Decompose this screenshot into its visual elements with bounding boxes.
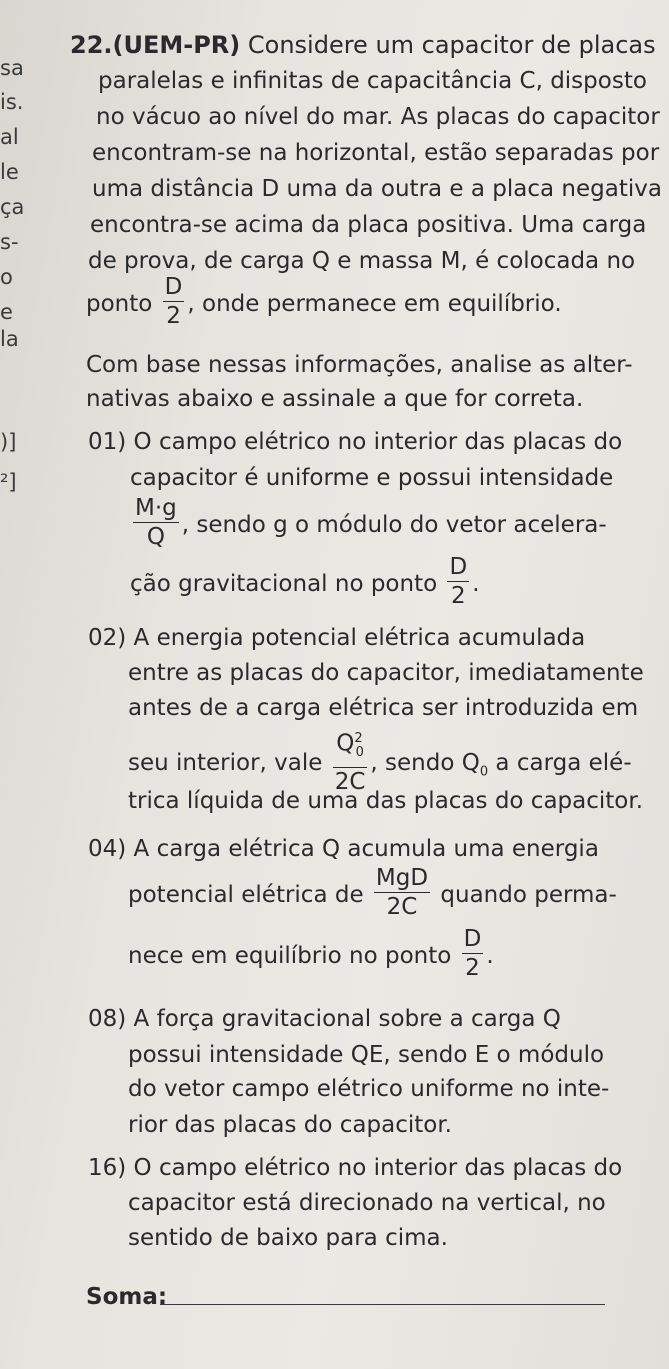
- option-04-line: potencial elétrica de $\frac{\text{MgD}}{2C}$ quando perma-: [128, 865, 617, 920]
- option-02-line: entre as placas do capacitor, imediatamente: [128, 660, 644, 686]
- question-stem-line: encontram-se na horizontal, estão separadas por: [92, 140, 660, 166]
- option-01-line: 01) O campo elétrico no interior das placas do: [88, 429, 623, 455]
- option-16-line: capacitor está direcionado na vertical, no: [128, 1190, 606, 1216]
- question-header: [70, 30, 656, 60]
- option-01-line: capacitor é uniforme e possui intensidade: [130, 465, 614, 491]
- option-16-line: sentido de baixo para cima.: [128, 1225, 448, 1251]
- margin-fragment: )]: [0, 430, 17, 454]
- option-08-line: do vetor campo elétrico uniforme no inte-: [128, 1076, 610, 1102]
- question-stem-line: Considere um capacitor de placas: [240, 31, 656, 59]
- question-number: 22.: [70, 31, 113, 59]
- margin-fragment: is.: [0, 90, 24, 114]
- option-02-line: seu interior, vale $\frac{Q^2_0}{2C}$ , sendo $Q_0$ a carga elé-: [128, 728, 632, 799]
- fraction-q0sq-over-2c: $\frac{Q^2_0}{2C}$: [333, 725, 368, 796]
- question-stem-line: de prova, de carga Q e massa M, é colocada no: [88, 248, 636, 274]
- margin-fragment: s-: [0, 230, 19, 254]
- fraction-mg-over-q: $\frac{M\cdot g}{Q}$: [135, 495, 177, 550]
- margin-fragment: e: [0, 300, 13, 324]
- margin-fragment: la: [0, 327, 19, 351]
- question-stem-line: encontra-se acima da placa positiva. Uma carga: [90, 212, 647, 238]
- option-01-line: ção gravitacional no ponto $\frac{D}{2}$ .: [130, 554, 480, 609]
- margin-fragment: al: [0, 125, 19, 149]
- question-stem-line: paralelas e infinitas de capacitância C, disposto: [98, 68, 647, 94]
- option-02-line: 02) A energia potencial elétrica acumulada: [88, 625, 586, 651]
- question-source: (UEM-PR): [112, 31, 241, 59]
- soma-label: Soma:: [86, 1284, 168, 1310]
- option-04-line: nece em equilíbrio no ponto $\frac{D}{2}$ .: [128, 926, 494, 981]
- option-08-line: rior das placas do capacitor.: [128, 1112, 452, 1138]
- option-08-line: 08) A força gravitacional sobre a carga Q: [88, 1006, 561, 1032]
- margin-fragment: sa: [0, 56, 24, 80]
- fraction-d-over-2: $\frac{D}{2}$: [449, 554, 468, 609]
- option-08-line: possui intensidade QE, sendo E o módulo: [128, 1042, 605, 1068]
- margin-fragment: ça: [0, 195, 25, 219]
- option-02-line: trica líquida de uma das placas do capacitor.: [128, 788, 644, 814]
- fraction-mgd-over-2c: $\frac{\text{MgD}}{2C}$: [375, 865, 429, 920]
- fraction-d-over-2: $\frac{D}{2}$: [164, 274, 183, 329]
- instruction-line: nativas abaixo e assinale a que for correta.: [86, 386, 584, 412]
- question-stem-line: no vácuo ao nível do mar. As placas do capacitor: [96, 104, 660, 130]
- option-01-line: $\frac{M\cdot g}{Q}$ , sendo g o módulo do vetor acelera-: [135, 495, 607, 550]
- option-02-line: antes de a carga elétrica ser introduzida em: [128, 695, 639, 721]
- margin-fragment: ²]: [0, 470, 17, 494]
- option-16-line: 16) O campo elétrico no interior das placas do: [88, 1155, 623, 1181]
- question-stem-line: ponto $\frac{D}{2}$ , onde permanece em equilíbrio.: [86, 274, 562, 329]
- option-04-line: 04) A carga elétrica Q acumula uma energia: [88, 836, 599, 862]
- fraction-d-over-2: $\frac{D}{2}$: [463, 926, 482, 981]
- instruction-line: Com base nessas informações, analise as alter-: [86, 352, 633, 378]
- soma-answer-line[interactable]: [160, 1304, 605, 1305]
- question-stem-line: uma distância D uma da outra e a placa negativa: [92, 176, 662, 202]
- margin-fragment: le: [0, 160, 19, 184]
- margin-fragment: o: [0, 265, 13, 289]
